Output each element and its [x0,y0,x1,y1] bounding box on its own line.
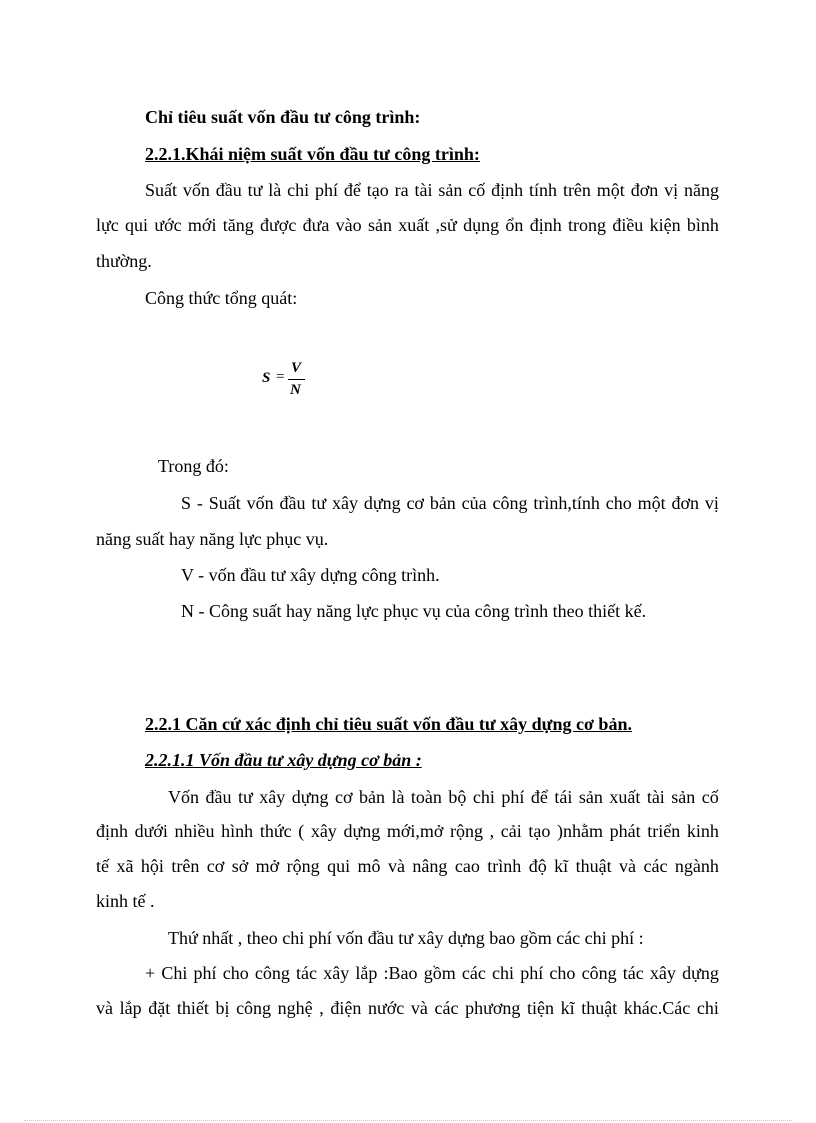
word: , [489,821,495,841]
word: ngành [674,856,719,876]
word: )nhằm [556,821,603,841]
word: ,sử [435,215,457,235]
word: sản [578,787,603,807]
word: - [196,493,203,513]
word: vị [704,493,719,513]
word: phí [501,787,525,807]
word: bình [686,215,719,235]
word: mở [255,856,280,876]
word: lắp [355,963,378,983]
word: tiện [526,998,554,1018]
word: chi [492,963,515,983]
word: là [391,787,405,807]
where-label: Trong đó: [158,456,229,476]
paragraph-line: kinh tế . [96,891,155,911]
word: công [492,493,528,513]
word: chi [696,998,719,1018]
word: dựng [343,821,381,841]
word: tư [311,493,327,513]
word: phương [465,998,521,1018]
word: hình [221,821,254,841]
word: cơ [206,856,225,876]
formula-lhs: S [262,370,271,386]
word: định [96,821,129,841]
word: đặt [148,998,171,1018]
formula [262,360,322,404]
word: tạo [528,821,551,841]
word: nghệ [277,998,313,1018]
word: Chi [161,963,188,983]
word: một [596,180,625,200]
word: điện [330,998,362,1018]
word: xây [259,787,286,807]
word: vốn [246,493,274,513]
word: thiết [176,998,209,1018]
word: cao [454,856,480,876]
word: lực [96,215,119,235]
word: bộ [448,787,467,807]
paragraph-line [96,855,719,877]
word: rộng [450,821,483,841]
word: nâng [412,856,448,876]
word: định [491,180,524,200]
formula-numerator: V [291,360,302,376]
word: S [181,493,192,513]
word: phát [609,821,641,841]
word: công [236,998,272,1018]
word: chi [287,180,310,200]
word: xây [649,963,676,983]
word: khác.Các [623,998,691,1018]
word: xây [323,963,350,983]
word: + [145,963,156,983]
word: Suất [145,180,178,200]
word: mới,mở [386,821,444,841]
definition-line [181,492,719,514]
word: và [96,998,113,1018]
word: và [410,998,428,1018]
word: qui [327,856,351,876]
definition-line: V - vốn đầu tư xây dựng công trình. [181,565,440,585]
paragraph-line [96,997,719,1019]
word: dưới [134,821,168,841]
word: cơ [334,787,353,807]
paragraph-line [145,962,719,984]
word: vào [335,215,362,235]
word: bản [429,493,456,513]
word: của [461,493,487,513]
word: sản [438,180,463,200]
word: thuật [575,856,612,876]
word: xây [310,821,337,841]
word: kiện [649,215,681,235]
word: cố [468,180,486,200]
word: cho [549,963,576,983]
word: phí [315,180,339,200]
word: sản [671,787,696,807]
paragraph-line [168,786,719,808]
word: tài [646,787,665,807]
word: trên [562,180,591,200]
word: phí [193,963,217,983]
paragraph-line: Thứ nhất , theo chi phí vốn đầu tư xây dựng bao gồm các chi phí : [168,928,644,948]
word: là [268,180,282,200]
word: xuất [609,787,641,807]
word: đầu [279,493,306,513]
word: nhiều [174,821,215,841]
section-heading: 2.2.1 Căn cứ xác định chỉ tiêu suất vốn đầu tư xây dựng cơ bản. [145,714,632,734]
word: cơ [406,493,424,513]
word: cho [605,493,632,513]
word: thuật [581,998,618,1018]
word: kĩ [554,856,569,876]
word: cải [500,821,522,841]
word: tính [529,180,558,200]
word: dựng [363,493,401,513]
word: kĩ [560,998,575,1018]
word: ra [394,180,409,200]
word: hội [140,856,164,876]
word: một [637,493,666,513]
word: bản [358,787,385,807]
word: Vốn [168,787,199,807]
word: tác [296,963,318,983]
word: đầu [205,787,232,807]
word: lắp [119,998,142,1018]
word: xuất [398,215,430,235]
word: trình [487,856,522,876]
word: cho [222,963,249,983]
word: thức [259,821,292,841]
page-bottom-rule [24,1120,792,1121]
word: đơn [630,180,659,200]
word: tái [554,787,573,807]
subsection-heading: 2.2.1.Khái niệm suất vốn đầu tư công trình: [145,144,480,164]
word: tăng [222,215,254,235]
word: Suất [208,493,241,513]
word: năng [683,180,719,200]
word: vốn [182,180,210,200]
word: tư [247,180,263,200]
word: , [319,998,324,1018]
definition-line: năng suất hay năng lực phục vụ. [96,529,329,549]
subsection-heading: 2.2.1.1 Vốn đầu tư xây dựng cơ bản : [145,750,422,770]
word: trong [568,215,607,235]
word: rộng [286,856,320,876]
word: chi [472,787,495,807]
word: trên [171,856,200,876]
word: trình,tính [533,493,600,513]
word: đơn [671,493,699,513]
word: định [529,215,562,235]
word: công [254,963,290,983]
word: dụng [463,215,500,235]
word: bị [215,998,230,1018]
word: tư [237,787,253,807]
word: các [434,998,459,1018]
word: đầu [215,180,242,200]
word: đưa [302,215,330,235]
fraction-bar [288,379,305,380]
word: các [643,856,668,876]
word: toàn [410,787,442,807]
formula-denominator: N [290,382,301,398]
word: được [260,215,297,235]
word: kinh [686,821,719,841]
word: xã [116,856,134,876]
word: tài [414,180,433,200]
word: tạo [366,180,389,200]
word: vị [664,180,679,200]
word: sản [367,215,392,235]
word: tác [622,963,644,983]
paragraph-line [145,179,719,201]
word: tế [96,856,109,876]
word: dựng [682,963,719,983]
word: để [530,787,548,807]
paragraph-line [96,820,719,842]
word: công [581,963,617,983]
word: :Bao [383,963,418,983]
formula-intro: Công thức tổng quát: [145,288,298,308]
section-heading: Chỉ tiêu suất vốn đầu tư công trình: [145,107,421,127]
word: ước [154,215,182,235]
word: để [343,180,361,200]
formula-equals: = [276,369,285,385]
word: triển [647,821,681,841]
word: qui [125,215,149,235]
word: nước [368,998,405,1018]
word: phí [520,963,544,983]
word: mới [187,215,217,235]
word: và [387,856,405,876]
word: mô [357,856,381,876]
paragraph-line: thường. [96,251,152,271]
word: sở [231,856,249,876]
word: ( [298,821,305,841]
definition-line: N - Công suất hay năng lực phục vụ của công trình theo thiết kế. [181,601,647,621]
word: cố [701,787,719,807]
word: các [461,963,486,983]
word: và [619,856,637,876]
word: gồm [423,963,456,983]
word: điều [612,215,644,235]
word: dựng [291,787,329,807]
word: ổn [505,215,524,235]
word: độ [528,856,547,876]
word: xây [331,493,358,513]
paragraph-line [96,214,719,236]
